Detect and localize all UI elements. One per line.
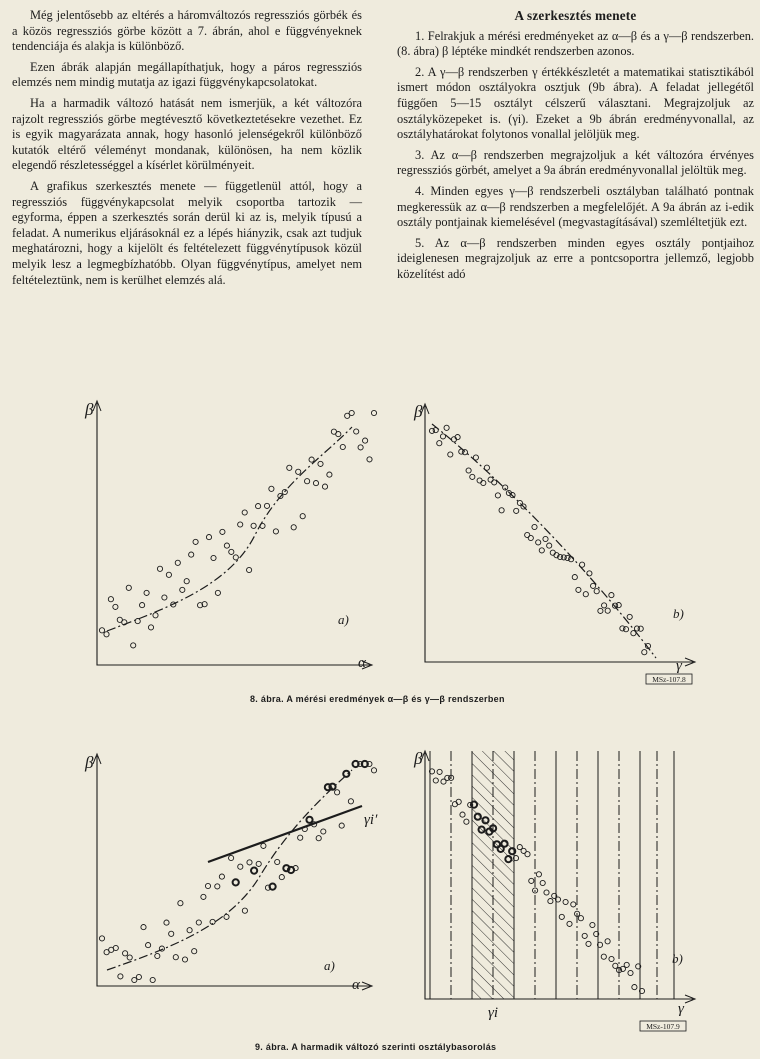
paragraph: Ha a harmadik változó hatását nem ismerjük, a két változóra rajzolt regressziós görbe megtévesztő következtetésekre vezethet. Ez is egyik magyarázata annak, hogy hasonló jelenségekről különböző kutatók eltérő véleményt mondanak, különösen, ha nem közlik elegendő részletességgel a kísérlet körülményeit.: [12, 95, 362, 173]
scatter-point: [238, 864, 243, 869]
scatter-point: [127, 955, 132, 960]
paragraph: A grafikus szerkesztés menete — függetlenül attól, hogy a regressziós függvénykapcsolat melyik csoportba tartozik — egyforma, éppen a szerkesztés során derül ki az is, melyik típusú a feladat. A numerikus eljárásoknál ez a lépés hiányzik, csak azt tudjuk meghatározni, hogy a kijelölt és feltételezett függvénytípusok közül melyik lesz a legmegbízhatóbb. Olyan függvénytípus, amelyet nem feltételeztünk, nem is kerülhet elemzés alá.: [12, 178, 362, 287]
scatter-point: [144, 590, 149, 595]
class-lines: [430, 751, 674, 999]
scatter-point: [261, 843, 266, 848]
scatter-point: [184, 579, 189, 584]
scatter-point: [131, 643, 136, 648]
figure-9b-gamma-beta-classes: [408, 745, 708, 1037]
regression-curve: [107, 770, 352, 970]
scatter-point: [233, 555, 238, 560]
scatter-point: [113, 945, 118, 950]
scatter-point: [113, 604, 118, 609]
y-axis-label: β: [414, 749, 423, 768]
class-regression-line: [208, 806, 362, 862]
scatter-point: [613, 963, 618, 968]
x-axis-label: α: [352, 977, 360, 993]
scatter-point: [159, 946, 164, 951]
scatter-point: [260, 523, 265, 528]
scatter-point: [601, 954, 606, 959]
scatter-point: [464, 819, 469, 824]
figure-8-caption: 8. ábra. A mérési eredmények α—β és γ—β rendszerben: [250, 694, 505, 704]
scatter-point: [108, 597, 113, 602]
scatter-point: [582, 933, 587, 938]
right-text-column: [397, 8, 754, 288]
scatter-point: [242, 510, 247, 515]
scatter-point: [157, 566, 162, 571]
paragraph: 4. Minden egyes γ—β rendszerbeli osztályban található pontnak megkeressük az α—β rendszerben a megfelelőjét. A 9a ábrán az i-edik osztály pontjainak kiemelésével (megvastagításával) szemléltetjük ezt.: [397, 183, 754, 230]
section-heading: A szerkesztés menete: [514, 8, 637, 23]
scatter-point: [275, 859, 280, 864]
scatter-point: [559, 914, 564, 919]
scatter-point: [632, 985, 637, 990]
scatter-point: [627, 614, 632, 619]
scatter-point: [140, 603, 145, 608]
scatter-point: [175, 560, 180, 565]
scatter-point: [631, 631, 636, 636]
scatter-point: [587, 571, 592, 576]
scatter-point: [605, 608, 610, 613]
scatter-point: [598, 608, 603, 613]
scatter-point: [180, 587, 185, 592]
highlighted-point: [329, 784, 335, 790]
scatter-point: [536, 540, 541, 545]
axes: [97, 403, 370, 665]
highlighted-point: [270, 884, 276, 890]
scatter-point: [543, 536, 548, 541]
scatter-point: [525, 852, 530, 857]
scatter-point: [99, 936, 104, 941]
scatter-point: [437, 441, 442, 446]
scatter-point: [547, 543, 552, 548]
scatter-point: [499, 508, 504, 513]
curve-label: γi′: [364, 812, 378, 828]
scatter-point: [189, 552, 194, 557]
scatter-point: [460, 812, 465, 817]
scatter-point: [215, 590, 220, 595]
scatter-point: [123, 951, 128, 956]
scatter-points: [429, 769, 644, 994]
scatter-point: [495, 493, 500, 498]
scatter-point: [247, 567, 252, 572]
scatter-point: [544, 890, 549, 895]
scatter-point: [578, 916, 583, 921]
figure-8a-alpha-beta: [80, 395, 390, 675]
scatter-point: [349, 410, 354, 415]
scatter-point: [164, 920, 169, 925]
scatter-point: [525, 532, 530, 537]
figure-9a-alpha-beta: [80, 748, 390, 998]
paragraph: 1. Felrakjuk a mérési eredményeket az α—β és a γ—β rendszerben. (8. ábra) β léptéke mindkét rendszerben azonos.: [397, 28, 754, 59]
scatter-point: [358, 445, 363, 450]
axes: [425, 753, 693, 999]
scatter-point: [148, 625, 153, 630]
scatter-point: [481, 480, 486, 485]
scatter-point: [169, 931, 174, 936]
scatter-point: [296, 469, 301, 474]
scatter-point: [536, 872, 541, 877]
scatter-point: [371, 768, 376, 773]
scatter-point: [206, 535, 211, 540]
scatter-point: [433, 428, 438, 433]
scatter-point: [126, 585, 131, 590]
paragraph: 5. Az α—β rendszerben minden egyes osztály pontjaihoz ideiglenesen megrajzoljuk az erre a pontcsoportra jellemző, legjobb közelítést adó: [397, 235, 754, 281]
x-axis-label: α: [358, 655, 366, 671]
scatter-point: [532, 524, 537, 529]
scatter-point: [291, 525, 296, 530]
scatter-point: [193, 539, 198, 544]
scatter-point: [104, 632, 109, 637]
scatter-point: [529, 878, 534, 883]
panel-tag: b): [673, 606, 684, 621]
scatter-point: [470, 474, 475, 479]
scatter-point: [348, 799, 353, 804]
x-axis-label: γ: [676, 658, 682, 674]
scatter-point: [215, 884, 220, 889]
scatter-points: [429, 425, 650, 655]
highlighted-point: [343, 771, 349, 777]
scatter-point: [238, 522, 243, 527]
scatter-point: [166, 572, 171, 577]
scatter-point: [563, 899, 568, 904]
highlighted-point: [233, 879, 239, 885]
scatter-point: [567, 921, 572, 926]
scatter-point: [196, 920, 201, 925]
scatter-point: [514, 508, 519, 513]
x-axis-label: γ: [678, 1001, 684, 1017]
scatter-point: [586, 941, 591, 946]
scatter-point: [371, 410, 376, 415]
scatter-point: [318, 461, 323, 466]
y-axis-label: β: [85, 753, 94, 772]
scatter-point: [178, 901, 183, 906]
scatter-point: [224, 543, 229, 548]
scatter-point: [300, 514, 305, 519]
scatter-point: [623, 627, 628, 632]
scatter-point: [211, 555, 216, 560]
scatter-point: [220, 529, 225, 534]
scatter-point: [354, 429, 359, 434]
panel-tag: a): [324, 958, 335, 973]
scatter-point: [187, 928, 192, 933]
figure-9-caption: 9. ábra. A harmadik változó szerinti osztálybasorolás: [255, 1042, 497, 1052]
scatter-point: [229, 549, 234, 554]
scatter-point: [367, 457, 372, 462]
scatter-point: [269, 486, 274, 491]
scatter-point: [305, 479, 310, 484]
scatter-point: [192, 949, 197, 954]
scatter-point: [229, 855, 234, 860]
axes: [425, 406, 693, 662]
scatter-point: [638, 626, 643, 631]
scatter-point: [602, 603, 607, 608]
scatter-point: [153, 613, 158, 618]
scatter-point: [316, 836, 321, 841]
y-axis-label: β: [414, 402, 423, 421]
scatter-point: [279, 875, 284, 880]
scatter-point: [624, 962, 629, 967]
scatter-point: [565, 555, 570, 560]
regression-curve: [107, 427, 352, 631]
scatter-point: [136, 974, 141, 979]
scatter-point: [327, 472, 332, 477]
y-axis-label: β: [85, 400, 94, 419]
scatter-point: [363, 438, 368, 443]
scatter-point: [540, 880, 545, 885]
scatter-point: [287, 465, 292, 470]
scatter-point: [264, 503, 269, 508]
scatter-point: [224, 914, 229, 919]
scatter-point: [580, 562, 585, 567]
scatter-point: [448, 452, 453, 457]
scatter-point: [440, 434, 445, 439]
scatter-point: [141, 925, 146, 930]
scatter-point: [155, 953, 160, 958]
scatter-point: [572, 575, 577, 580]
scatter-point: [99, 628, 104, 633]
scatter-point: [609, 593, 614, 598]
scatter-point: [201, 894, 206, 899]
scatter-point: [628, 970, 633, 975]
scatter-point: [256, 504, 261, 509]
scatter-point: [452, 802, 457, 807]
scatter-point: [282, 489, 287, 494]
scatter-point: [539, 548, 544, 553]
scatter-point: [462, 450, 467, 455]
scatter-point: [456, 799, 461, 804]
scatter-point: [273, 529, 278, 534]
scatter-point: [444, 425, 449, 430]
scatter-point: [242, 908, 247, 913]
stamp-label: MSz-107.8: [652, 675, 686, 684]
scatter-point: [590, 922, 595, 927]
panel-tag: a): [338, 612, 349, 627]
scatter-point: [322, 484, 327, 489]
scatter-point: [135, 619, 140, 624]
scatter-point: [335, 790, 340, 795]
scatter-point: [433, 778, 438, 783]
scatter-point: [616, 603, 621, 608]
paragraph: Még jelentősebb az eltérés a háromváltozós regressziós görbék és a közös regressziós görbe között a 7. ábrán, ahol e függvényeknek tendenciája és alakja is különböző.: [12, 8, 362, 54]
scatter-point: [605, 939, 610, 944]
scatter-point: [298, 835, 303, 840]
scatter-point: [477, 478, 482, 483]
scatter-point: [591, 583, 596, 588]
scatter-points: [99, 761, 376, 983]
figure-8b-gamma-beta: [408, 398, 708, 684]
scatter-point: [488, 477, 493, 482]
scatter-point: [340, 444, 345, 449]
scatter-point: [309, 457, 314, 462]
scatter-point: [146, 943, 151, 948]
stamp-label: MSz-107.9: [646, 1022, 680, 1031]
scatter-point: [550, 550, 555, 555]
scatter-point: [492, 480, 497, 485]
scatter-points: [99, 410, 376, 648]
scatter-point: [118, 974, 123, 979]
scatter-point: [466, 468, 471, 473]
scatter-point: [321, 829, 326, 834]
scatter-point: [548, 899, 553, 904]
scatter-point: [484, 465, 489, 470]
scatter-point: [339, 823, 344, 828]
scatter-point: [576, 587, 581, 592]
scatter-point: [429, 428, 434, 433]
scatter-point: [609, 956, 614, 961]
scatter-point: [162, 595, 167, 600]
scatter-point: [205, 883, 210, 888]
scatter-point: [583, 592, 588, 597]
paragraph: 2. A γ—β rendszerben γ értékkészletét a matematikai statisztikából ismert módon osztályokra osztjuk (9b ábra). A feladat jellegétől függően 5—15 osztályt célszerű választani. Megrajzoljuk az osztályközepeket is. (γi). Ezeket a 9b ábrán eredményvonallal, az osztályhatárokat folytonos vonallal jelöljük meg.: [397, 64, 754, 142]
scatter-point: [642, 650, 647, 655]
highlighted-point: [306, 817, 312, 823]
scatter-point: [219, 874, 224, 879]
panel-tag: b): [672, 951, 683, 966]
scatter-point: [528, 535, 533, 540]
paragraph: 3. Az α—β rendszerben megrajzoljuk a két változóra érvényes regressziós görbét, amelyet a 9a ábrán eredményvonallal jelöltük meg.: [397, 147, 754, 178]
left-text-column: [12, 8, 362, 293]
scatter-point: [182, 957, 187, 962]
scatter-point: [150, 977, 155, 982]
scatter-point: [247, 860, 252, 865]
scatter-point: [620, 626, 625, 631]
scatter-point: [594, 589, 599, 594]
scatter-point: [173, 955, 178, 960]
scatter-point: [251, 523, 256, 528]
scatter-point: [473, 455, 478, 460]
scatter-point: [336, 432, 341, 437]
scatter-point: [437, 769, 442, 774]
scatter-point: [256, 861, 261, 866]
scatter-point: [571, 902, 576, 907]
paragraph: Ezen ábrák alapján megállapíthatjuk, hogy a páros regressziós elemzés nem mindig mutatja az igazi függvénykapcsolatokat.: [12, 59, 362, 90]
class-center-label: γi: [488, 1005, 499, 1021]
scatter-point: [313, 481, 318, 486]
highlighted-point: [251, 868, 257, 874]
